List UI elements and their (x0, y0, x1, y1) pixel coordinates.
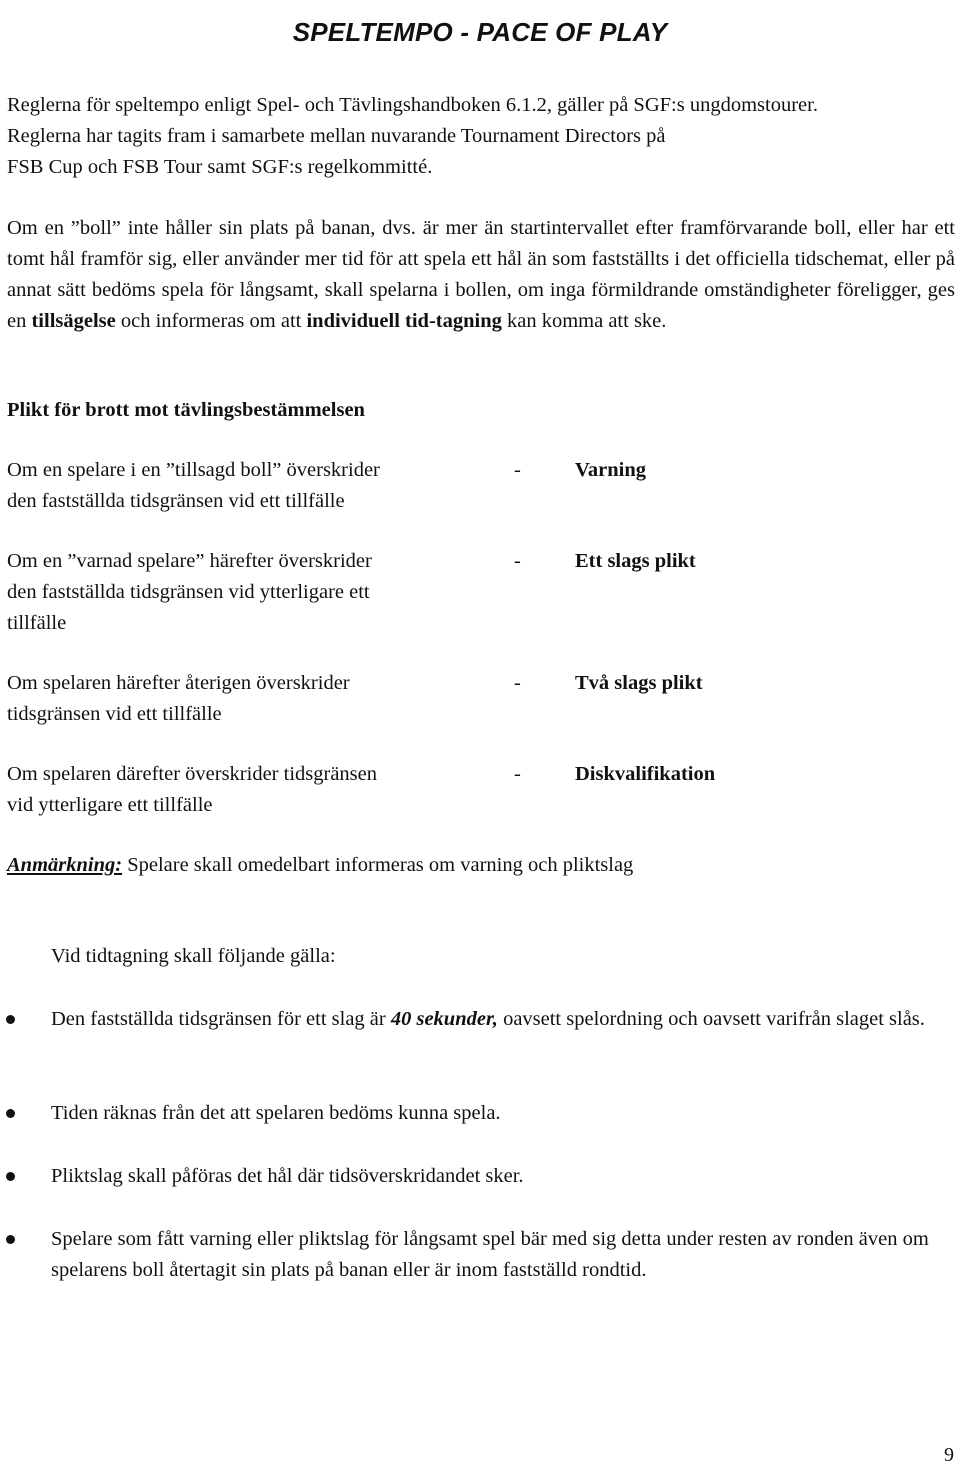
warning-term: tillsägelse (31, 310, 116, 332)
time-limit-value: 40 sekunder, (390, 1008, 498, 1030)
bullet-icon (6, 1235, 15, 1244)
list-item-text (51, 1004, 956, 1035)
rule-dash: - (514, 672, 521, 694)
intro-line: Reglerna för speltempo enligt Spel- och Tävlingshandboken 6.1.2, gäller på SGF:s ungdomstourer. (7, 94, 818, 116)
intro-line: FSB Cup och FSB Tour samt SGF:s regelkommitté. (7, 156, 433, 178)
rule-condition (7, 759, 477, 821)
condition-line: den fastställda tidsgränsen vid ytterligare ett (7, 581, 370, 603)
remark (7, 850, 955, 881)
condition-line: Om spelaren härefter återigen överskrider (7, 672, 350, 694)
rule-condition (7, 455, 477, 517)
list-item-text: Spelare som fått varning eller pliktslag för långsamt spel bär med sig detta under resten av ronden även om spelarens boll återtagit sin plats på banan eller är inom fastställd rondtid. (51, 1228, 929, 1281)
text-run: oavsett spelordning och oavsett varifrån slaget slås. (497, 1008, 925, 1030)
page-title: SPELTEMPO - PACE OF PLAY (292, 17, 668, 48)
slow-play-paragraph (7, 213, 955, 337)
rule-dash: - (514, 459, 521, 481)
rule-penalty: Varning (575, 459, 647, 481)
penalty-rule-warning (7, 455, 955, 517)
paragraph-text: kan komma att ske. (501, 310, 667, 332)
rule-penalty: Två slags plikt (575, 672, 703, 694)
paragraph-text: och informeras om att (115, 310, 307, 332)
bullet-icon (6, 1015, 15, 1024)
list-item-text: Tiden räknas från det att spelaren bedöms kunna spela. (51, 1102, 501, 1124)
condition-line: den fastställda tidsgränsen vid ett tillfälle (7, 490, 345, 512)
condition-line: Om en ”varnad spelare” härefter överskrider (7, 550, 372, 572)
timing-heading: Vid tidtagning skall följande gälla: (51, 945, 336, 967)
condition-line: vid ytterligare ett tillfälle (7, 794, 213, 816)
penalty-rule-two-strokes (7, 668, 955, 730)
text-run: Den fastställda tidsgränsen för ett slag är (51, 1008, 391, 1030)
individual-timing-term: individuell tid-tagning (306, 310, 502, 332)
rule-penalty: Diskvalifikation (575, 763, 716, 785)
condition-line: Om spelaren därefter överskrider tidsgränsen (7, 763, 377, 785)
penalty-heading: Plikt för brott mot tävlingsbestämmelsen (7, 399, 365, 421)
remark-label: Anmärkning: (7, 854, 123, 876)
intro-line: Reglerna har tagits fram i samarbete mellan nuvarande Tournament Directors på (7, 125, 666, 147)
bullet-icon (6, 1109, 15, 1118)
remark-text: Spelare skall omedelbart informeras om varning och pliktslag (122, 854, 634, 876)
condition-line: Om en spelare i en ”tillsagd boll” överskrider (7, 459, 380, 481)
bullet-icon (6, 1172, 15, 1181)
penalty-rule-disqualification (7, 759, 955, 821)
rule-penalty: Ett slags plikt (575, 550, 696, 572)
page-number: 9 (944, 1444, 954, 1466)
penalty-rule-one-stroke (7, 546, 955, 639)
rule-condition (7, 546, 477, 639)
condition-line: tidsgränsen vid ett tillfälle (7, 703, 222, 725)
rule-dash: - (514, 763, 521, 785)
intro-paragraph (7, 90, 955, 183)
rule-dash: - (514, 550, 521, 572)
paragraph-text: Om en ”boll” inte håller sin plats på banan, dvs. är mer än startintervallet efter framförvarande boll, eller har ett tomt hål framför sig, eller använder mer tid för att spela ett hål än som fastställts i det officiella tidschemat, eller på annat sätt bedöms spela för långsamt, skall spelarna i bollen, om inga förmildrande omständigheter föreligger, ges en (7, 217, 955, 332)
condition-line: tillfälle (7, 612, 67, 634)
rule-condition (7, 668, 477, 730)
list-item-text: Pliktslag skall påföras det hål där tidsöverskridandet sker. (51, 1165, 524, 1187)
